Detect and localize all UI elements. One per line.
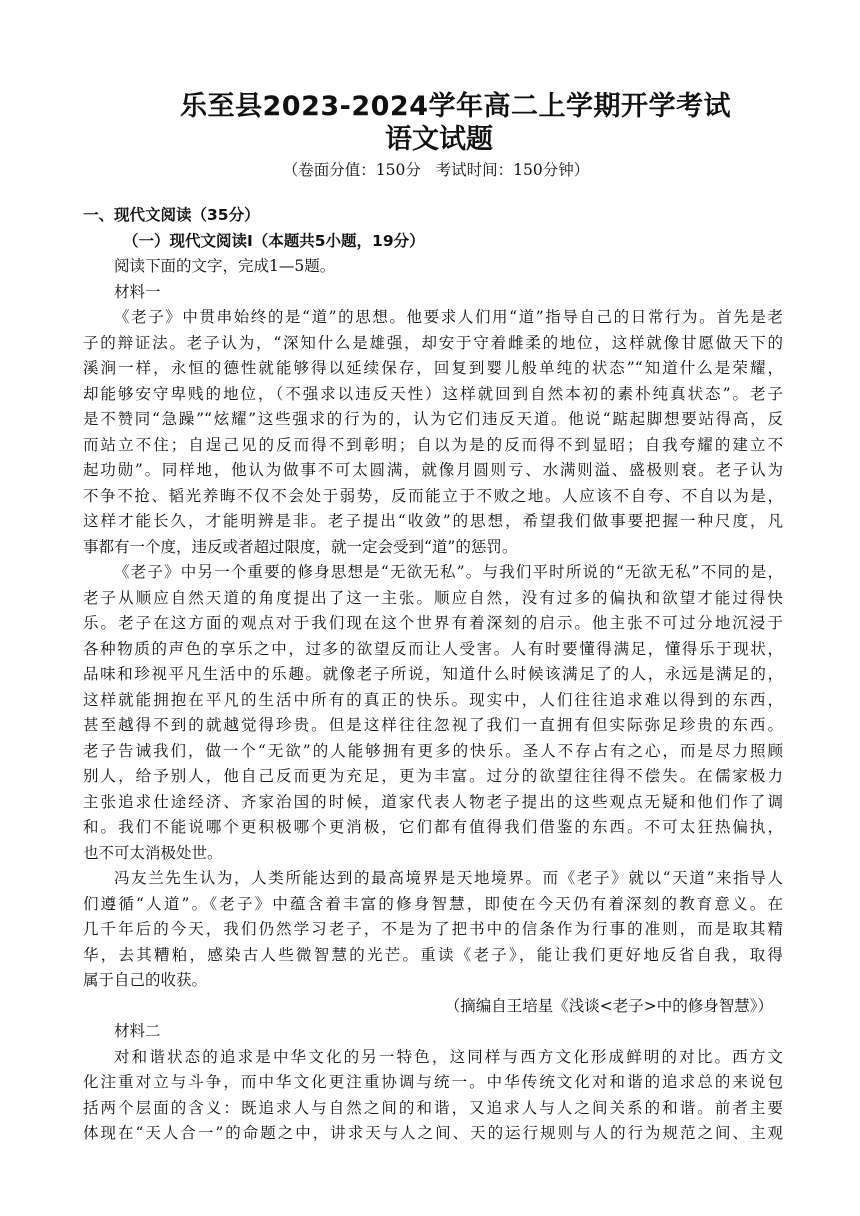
material-source: （摘编自王培星《浅谈<老子>中的修身智慧》） [444, 996, 773, 1015]
text-line: 却能够安守卑贱的地位，（不强求以违反天性）这样就回到自然本初的素朴纯真状态”。老子 [83, 384, 783, 403]
material-label: 材料一 [114, 282, 161, 301]
text-line: 属于自己的收获。 [83, 971, 208, 989]
text-line: 括两个层面的含义：既追求人与自然之间的和谐，又追求人与人之间关系的和谐。前者主要 [83, 1098, 783, 1117]
exam-info: （卷面分值：150分 考试时间：150分钟） [282, 161, 590, 179]
subject-title: 语文试题 [385, 124, 493, 155]
text-line: 而站立不住；自逞己见的反而得不到彰明；自以为是的反而得不到显昭；自我夸耀的建立不 [83, 435, 783, 454]
text-line: 《老子》中贯串始终的是“道”的思想。他要求人们用“道”指导自己的日常行为。首先是老 [114, 308, 783, 326]
text-line: 事都有一个度，违反或者超过限度，就一定会受到“道”的惩罚。 [83, 537, 518, 556]
text-line: 和。我们不能说哪个更积极哪个更消极，它们都有值得我们借鉴的东西。不可太狂热偏执， [83, 818, 783, 836]
text-line: 对和谐状态的追求是中华文化的另一特色，这同样与西方文化形成鲜明的对比。西方文 [114, 1047, 783, 1066]
text-line: 这样才能长久，才能明辨是非。老子提出“收敛”的思想，希望我们做事要把握一种尺度，凡 [83, 512, 783, 530]
text-line: 甚至越得不到的就越觉得珍贵。但是这样往往忽视了我们一直拥有但实际弥足珍贵的东西。 [83, 716, 783, 734]
text-line: 这样就能拥抱在平凡的生活中所有的真正的快乐。现实中，人们往往追求难以得到的东西， [83, 690, 783, 709]
text-line: 是不赞同“急躁”“炫耀”这些强求的行为的，认为它们违反天道。他说“踮起脚想要站得高，反 [83, 410, 783, 428]
exam-title: 乐至县2023-2024学年高二上学期开学考试 [180, 91, 731, 122]
text-line: 主张追求仕途经济、齐家治国的时候，道家代表人物老子提出的这些观点无疑和他们作了调 [83, 792, 783, 811]
text-line: 老子从顺应自然天道的角度提出了这一主张。顺应自然，没有过多的偏执和欲望才能过得快 [83, 588, 783, 607]
text-line: 华，去其糟粕，感染古人些微智慧的光芒。重读《老子》，能让我们更好地反省自我，取得 [83, 945, 783, 964]
text-line: 乐。老子在这方面的观点对于我们现在这个世界有着深刻的启示。他主张不可过分地沉浸于 [83, 614, 783, 632]
reading-instruction: 阅读下面的文字，完成1—5题。 [114, 257, 336, 275]
text-line: 子的辩证法。老子认为，“深知什么是雄强，却安于守着雌柔的地位，这样就像甘愿做天下的 [83, 333, 783, 352]
text-line: 各种物质的声色的享乐之中，过多的欲望反而让人受害。人有时要懂得满足，懂得乐于现状， [83, 639, 783, 658]
text-line: 品味和珍视平凡生活中的乐趣。就像老子所说，知道什么时候该满足了的人，永远是满足的， [83, 665, 783, 683]
text-line: 溪涧一样，永恒的德性就能够得以延续保存，回复到婴儿般单纯的状态”“知道什么是荣耀， [83, 359, 783, 377]
text-line: 《老子》中另一个重要的修身思想是“无欲无私”。与我们平时所说的“无欲无私”不同的是， [114, 563, 783, 581]
text-line: 冯友兰先生认为，人类所能达到的最高境界是天地境界。而《老子》就以“天道”来指导人 [114, 869, 783, 887]
subsection-heading: （一）现代文阅读Ⅰ（本题共5小题，19分） [123, 231, 425, 250]
text-line: 别人，给予别人，他自己反而更为充足，更为丰富。过分的欲望往往得不偿失。在儒家极力 [83, 767, 783, 785]
text-line: 体现在“天人合一”的命题之中，讲求天与人之间、天的运行规则与人的行为规范之间、主观 [83, 1124, 783, 1142]
text-line: 几千年后的今天，我们仍然学习老子，不是为了把书中的信条作为行事的准则，而是取其精 [83, 920, 783, 938]
text-line: 化注重对立与斗争，而中华文化更注重协调与统一。中华传统文化对和谐的追求总的来说包 [83, 1073, 783, 1091]
text-line: 们遵循“人道”。《老子》中蕴含着丰富的修身智慧，即使在今天仍有着深刻的教育意义。在 [83, 894, 783, 913]
text-line: 也不可太消极处世。 [83, 843, 223, 862]
exam-body [83, 203, 783, 1147]
material-label: 材料二 [114, 1022, 161, 1040]
text-line: 起功勋”。同样地，他认为做事不可太圆满，就像月圆则亏、水满则溢、盛极则衰。老子认为 [83, 461, 783, 479]
section-heading: 一、现代文阅读（35分） [83, 206, 260, 224]
text-line: 不争不抢、韬光养晦不仅不会处于弱势，反而能立于不败之地。人应该不自夸、不自以为是， [83, 486, 783, 505]
text-line: 老子告诫我们，做一个“无欲”的人能够拥有更多的快乐。圣人不存占有之心，而是尽力照顾 [83, 741, 783, 760]
